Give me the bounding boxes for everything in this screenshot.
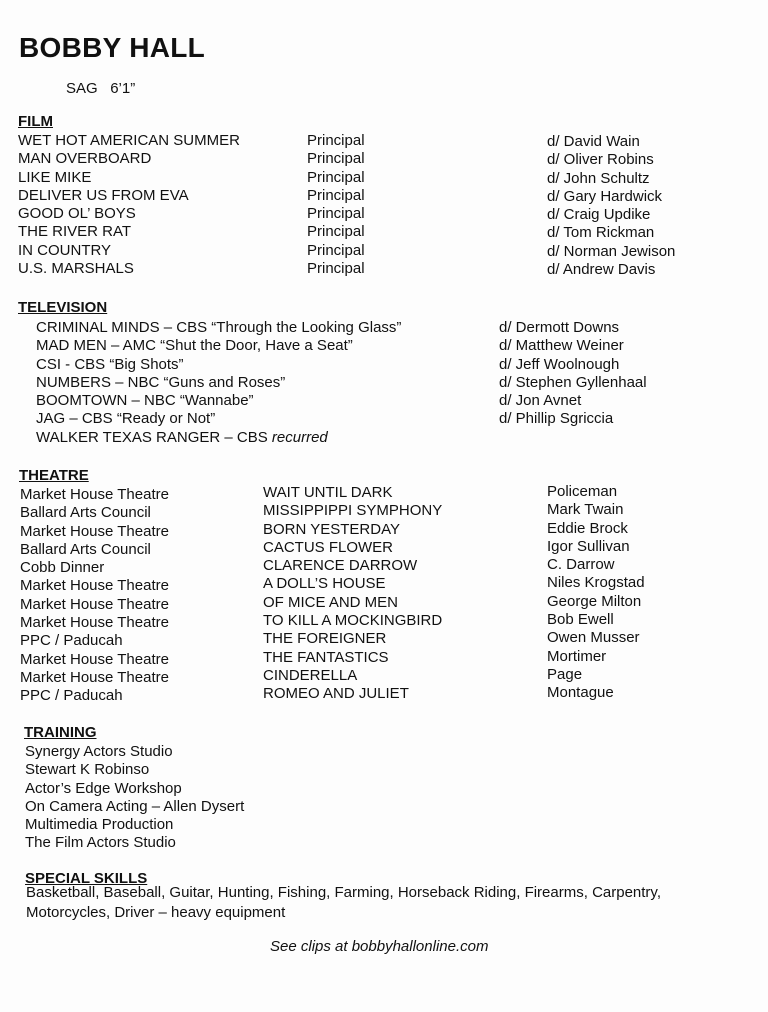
special-skills-heading: SPECIAL SKILLS	[25, 870, 148, 887]
film-roles	[307, 132, 365, 278]
tv-directors	[499, 319, 647, 429]
theatre-role: Owen Musser	[547, 629, 640, 647]
film-title: MAN OVERBOARD	[18, 150, 152, 168]
tv-show-note: recurred	[271, 428, 328, 446]
theatre-play: THE FANTASTICS	[263, 648, 389, 666]
training-item: Actor’s Edge Workshop	[25, 779, 182, 797]
film-title: LIKE MIKE	[18, 168, 92, 186]
theatre-venue: Ballard Arts Council	[20, 504, 151, 522]
film-title: THE RIVER RAT	[18, 223, 132, 241]
theatre-roles	[547, 483, 645, 703]
theatre-venue: Market House Theatre	[20, 614, 169, 632]
theatre-role: George Milton	[547, 592, 642, 610]
film-director: d/ Norman Jewison	[547, 242, 676, 260]
tv-director: d/ Dermott Downs	[499, 319, 620, 336]
theatre-venue: Cobb Dinner	[20, 559, 105, 577]
tv-show: BOOMTOWN – NBC “Wannabe”	[36, 392, 254, 410]
tv-shows	[36, 319, 401, 447]
theatre-role: Bob Ewell	[547, 611, 614, 629]
film-role: Principal	[307, 223, 365, 241]
training-item: On Camera Acting – Allen Dysert	[25, 797, 245, 815]
film-director: d/ Tom Rickman	[547, 224, 655, 242]
tv-director: d/ Jon Avnet	[499, 392, 582, 410]
film-role: Principal	[307, 205, 365, 223]
theatre-venue: PPC / Paducah	[20, 632, 123, 650]
film-director: d/ Gary Hardwick	[547, 187, 663, 205]
special-skills-text: Basketball, Baseball, Guitar, Hunting, Fishing, Farming, Horseback Riding, Firearms, Carpentry, Motorcycles, Driver – heavy equipment	[26, 884, 661, 921]
film-role: Principal	[307, 132, 365, 149]
theatre-play: TO KILL A MOCKINGBIRD	[263, 612, 443, 630]
union-height	[66, 80, 135, 97]
tv-show-recurring	[36, 429, 401, 447]
theatre-play: THE FOREIGNER	[263, 630, 387, 648]
theatre-role: Policeman	[547, 483, 618, 500]
theatre-role: Page	[547, 665, 583, 683]
theatre-play: MISSIPPIPPI SYMPHONY	[263, 502, 443, 520]
tv-director: d/ Jeff Woolnough	[499, 355, 620, 373]
film-director: d/ Craig Updike	[547, 206, 651, 224]
theatre-venue: Market House Theatre	[20, 668, 169, 686]
film-title: WET HOT AMERICAN SUMMER	[18, 132, 240, 149]
tv-show: JAG – CBS “Ready or Not”	[36, 410, 216, 428]
theatre-venue: PPC / Paducah	[20, 687, 123, 705]
theatre-role: Mark Twain	[547, 501, 624, 519]
theatre-venues	[20, 486, 169, 706]
theatre-play: CLARENCE DARROW	[263, 557, 418, 575]
film-heading: FILM	[18, 113, 53, 130]
film-director: d/ Oliver Robins	[547, 151, 654, 169]
training-item: Stewart K Robinso	[25, 761, 150, 779]
theatre-role: C. Darrow	[547, 556, 615, 574]
theatre-plays	[263, 484, 442, 704]
theatre-venue: Market House Theatre	[20, 486, 169, 503]
theatre-heading: THEATRE	[19, 467, 89, 484]
theatre-play: OF MICE AND MEN	[263, 593, 399, 611]
tv-show: CRIMINAL MINDS – CBS “Through the Looking Glass”	[36, 319, 402, 336]
theatre-venue: Market House Theatre	[20, 522, 169, 540]
tv-director: d/ Matthew Weiner	[499, 337, 624, 355]
theatre-play: BORN YESTERDAY	[263, 520, 400, 538]
theatre-role: Niles Krogstad	[547, 574, 645, 592]
training-list	[25, 743, 244, 853]
training-item: Multimedia Production	[25, 816, 174, 834]
television-heading: TELEVISION	[18, 299, 108, 316]
film-directors	[547, 133, 675, 279]
union: SAG	[66, 80, 98, 97]
theatre-venue: Ballard Arts Council	[20, 540, 151, 558]
tv-show: CSI - CBS “Big Shots”	[36, 355, 184, 373]
theatre-play: WAIT UNTIL DARK	[263, 484, 393, 501]
tv-show: WALKER TEXAS RANGER – CBS	[36, 428, 272, 446]
training-heading: TRAINING	[24, 724, 97, 741]
theatre-play: CINDERELLA	[263, 666, 358, 684]
theatre-play: CACTUS FLOWER	[263, 538, 394, 556]
theatre-role: Igor Sullivan	[547, 537, 630, 555]
film-role: Principal	[307, 150, 365, 168]
tv-director: d/ Stephen Gyllenhaal	[499, 373, 647, 391]
training-item: Synergy Actors Studio	[25, 743, 173, 760]
film-title: U.S. MARSHALS	[18, 260, 134, 278]
film-role: Principal	[307, 186, 365, 204]
tv-director: d/ Phillip Sgriccia	[499, 410, 614, 428]
clips-link[interactable]: See clips at bobbyhallonline.com	[270, 938, 489, 955]
film-title: IN COUNTRY	[18, 241, 112, 259]
theatre-venue: Market House Theatre	[20, 577, 169, 595]
height: 6’1”	[110, 80, 136, 97]
resume-name: BOBBY HALL	[19, 32, 206, 63]
film-role: Principal	[307, 168, 365, 186]
theatre-play: A DOLL’S HOUSE	[263, 575, 386, 593]
theatre-role: Montague	[547, 684, 614, 702]
theatre-play: ROMEO AND JULIET	[263, 685, 409, 703]
film-director: d/ David Wain	[547, 133, 640, 150]
tv-show: NUMBERS – NBC “Guns and Roses”	[36, 373, 286, 391]
film-role: Principal	[307, 260, 365, 278]
film-title: DELIVER US FROM EVA	[18, 186, 189, 204]
tv-show: MAD MEN – AMC “Shut the Door, Have a Seat”	[36, 337, 353, 355]
film-director: d/ John Schultz	[547, 169, 650, 187]
theatre-venue: Market House Theatre	[20, 595, 169, 613]
theatre-role: Mortimer	[547, 647, 607, 665]
film-director: d/ Andrew Davis	[547, 261, 656, 279]
theatre-venue: Market House Theatre	[20, 650, 169, 668]
film-role: Principal	[307, 241, 365, 259]
training-item: The Film Actors Studio	[25, 834, 176, 852]
film-titles	[18, 132, 240, 278]
film-title: GOOD OL’ BOYS	[18, 205, 136, 223]
theatre-role: Eddie Brock	[547, 519, 628, 537]
